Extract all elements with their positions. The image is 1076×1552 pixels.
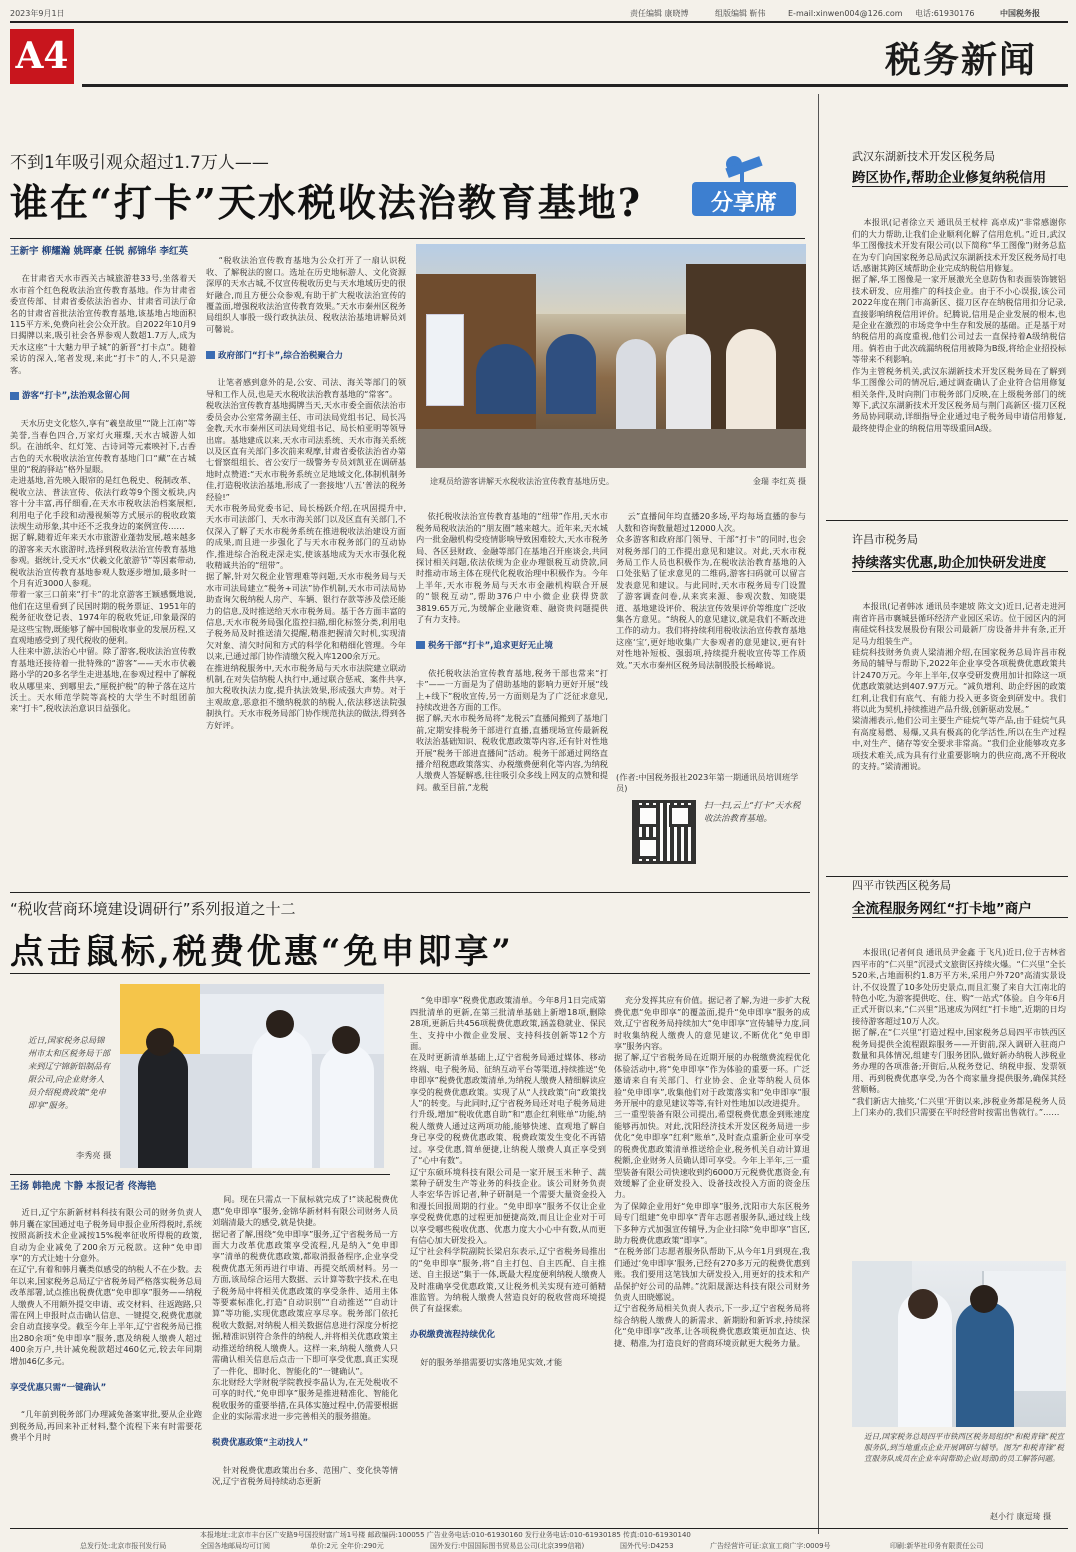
article-1-byline: 王新宇 柳耀瀚 姚晖豪 任锐 郝锦华 李红英 [10, 246, 189, 257]
article-2-section-2: 针对税费优惠政策出台多、范围广、变化快等情况,辽宁省税务局持续动态更新 [212, 1464, 398, 1487]
square-bullet-icon [416, 641, 425, 649]
sidebar-1-byline: 本报讯(记者徐立天 通讯员王杖梓 高卓成) [863, 217, 1020, 228]
footer-price: 单价:2元 全年价:290元 [310, 1542, 384, 1550]
sidebar-2-source: 许昌市税务局 [852, 533, 918, 546]
sidebar-3-text: 近日,位于吉林省四平市的“仁兴里”沉浸式文旅街区持续火爆。“仁兴里”全长520米,占地面积约1.8万平方米,采用户外720°高清实景设计,不仅设置了10多处历史景点,而且汇聚了来自大江南北的特色小吃,为游客提供吃、住、购“一站式”体验。自今年6月正式开街以来,“仁兴里”迅速成为网红“打卡地”,近期的日均接待游客超过10万人次。 据了解,在“仁兴里”打造过程中,国家税务总局四平市铁西区税务局提供全流程跟踪服务——开街前,深入调研入驻商户数量和具体情况,组建专门服务团队,做好新办纳税人涉税业务办理的各项准备;开街后,从税务登记、纳税申报、发票领用、再到税费优惠享受,为各个商家量身提供服务,确保其经营顺畅。 “我们新店大抽奖,‘仁兴里’开街以来,涉税业务都是税务人员上门来办的,我们只需要在平时经营时按需出售就行。”…… [852, 947, 1066, 1118]
responsible-editor: 责任编辑 康晓博 [630, 9, 689, 18]
qr-code[interactable] [632, 800, 696, 864]
article-1-lead: 在甘肃省天水市西关古城旅游巷33号,坐落着天水市首个红色税收法治宣传教育基地。作为甘肃省委宣传部、甘肃省委依法治省办、甘肃省司法厅命名的甘肃省首批法治宣传教育基地,该基地占地面积115平方米,免费向社会公众开放。自2022年10月9日揭牌以来,吸引社会各界参观人数超1.7万人,成为天水这座“十大魅力甲子城”的新晋“打卡点”。随着采访的深入,笔者发现,来此“打卡”的人,不只是游客。 [10, 273, 196, 375]
article-1-col-4 [616, 500, 806, 770]
article-2-col-4 [614, 984, 810, 1526]
photo-credit: 金瑞 李红英 摄 [752, 477, 806, 486]
subhead-2-text: 政府部门“打卡”,综合治税聚合力 [218, 350, 343, 361]
share-seat-label: 分享席 [710, 190, 777, 216]
article-2-headline: 点击鼠标,税费优惠“免申即享” [10, 932, 514, 972]
article-1-section-3-cont: 云”直播间年均直播20多场,平均每场直播的参与人数和咨询数量超过12000人次。 众多游客和政府部门领导、干部“打卡”的同时,也会对税务部门的工作提出意见和建议。对此,天水市税务局工作人员也积极作为,在税收法治教育基地的入口处张贴了征求意见的二维码,游客扫码就可以留言发表意见和建议。与此同时,天水市税务局专门设置了游客调查问卷,从来宾来源、参观次数、知晓渠道、基地建设评价、税法宣传效果评价等维度广泛收集各方意见。“纳税人的意见建议,就是我们不断改进工作的动力。我们将持续利用税收法治宣传教育基地这座‘宝’,更好地收集广大参观者的意见建议,更有针对性地补短板、强弱项,持续提升税收宣传等工作质效。”天水市秦州区税务局法制股股长杨峰说。 [616, 511, 806, 670]
article-1-subhead-3 [416, 641, 608, 652]
article-2-subhead-1: 享受优惠只需“一键确认” [10, 1382, 107, 1393]
sidebar-2-body [852, 590, 1066, 875]
article-1-kicker: 不到1年吸引观众超过1.7万人—— [10, 153, 269, 173]
article-2-section-1: “几年前到税务部门办理减免备案审批,要从企业跑到税务局,再回来补正材料,整个流程下来有时需要花费半个月时 [10, 1409, 202, 1443]
sidebar-3-photo-credit: 赵小行 康逗琦 摄 [990, 1512, 1052, 1521]
article-2-section-1-cont: 间。现在只需点一下鼠标就完成了!”谈起税费优惠“免申即享”服务,金锦华新材料有限公司财务人员刘瑞清最大的感受,就是快捷。 据记者了解,围绕“免申即享”服务,辽宁省税务局一方面大力改革优惠政策享受流程,凡是纳入“免申即享”清单的税费优惠政策,都取消报备程序,企业享受税费优惠无须再进行申请、再提交纸质材料。另一方面,该局综合运用大数据、云计算等数字技术,在电子税务局中将相关优惠政策的享受条件、适用主体等要素标准化,打造“自动识别”“自动推送”“自动计算”等功能,实现优惠政策应享尽享。税务部门依托税收大数据,对纳税人相关数据信息进行深度分析挖掘,精准识别符合条件的纳税人,并将相关优惠政策主动推送给纳税人缴费人。这样一来,纳税人缴费人只需确认相关信息后点击一下即可享受优惠,真正实现了一件化、即时化、智能化的“一键确认”。 东北财经大学财税学院教授李晶认为,在无处税收不可享的时代,“免申即享”服务是推进精准化、智能化税收服务的重要举措,在具体实施过程中,仍需要根据企业的实际需求进一步完善相关的服务措施。 [212, 1194, 398, 1422]
qr-caption: 扫一扫,云上“打卡”天水税收法治教育基地。 [704, 801, 801, 824]
article-1-subhead-2 [206, 351, 406, 362]
article-2-col-1 [10, 1196, 202, 1526]
article-2-kicker: “税收营商环境建设调研行”系列报道之十二 [10, 900, 296, 918]
layout-editor: 组版编辑 靳伟 [715, 9, 766, 18]
article-2-subhead-3: 办税缴费流程持续优化 [410, 1330, 496, 1341]
sidebar-3-byline: 本报讯(记者何良 通讯员尹金鑫 于飞凡) [862, 947, 1006, 958]
sidebar-3-photo [852, 1261, 1066, 1427]
sidebar-3-photo-caption: 近日,国家税务总局四平市铁西区税务局组织“和税青锋”税宣服务队,到当地重点企业开展调研与辅导。图为“和税青锋”税宣服务队成员在企业车间帮助企业(局部)的员工解答问题。 [864, 1432, 1065, 1463]
footer-ad-license: 广告经营许可证:京宣工商广字:0009号 [710, 1542, 831, 1550]
article-2-section-2-cont: “免申即享”税费优惠政策清单。今年8月1日完成第四批清单的更新,在第三批清单基础上新增18项,删除28项,更新后共456项税费优惠政策,涵盖稳就业、保民生、支持中小微企业发展、支持科技创新等12个方面。 在及时更新清单基础上,辽宁省税务局通过媒体、移动终端、电子税务局、征纳互动平台等渠道,持续推送“免申即享”税费优惠政策清单,为纳税人缴费人精细解读应享受的税费优惠政策。实现了从“人找政策”向“政策找人”的转变。与此同时,辽宁省税务局还对电子税务局进行升级,增加“税收优惠自助”和“惠企红利账单”功能,纳税人缴费人通过这两项功能,能够快速、直观地了解自身已享受的税费优惠政策、税费政策发生变化不再错过。享受优惠,简单便捷,让纳税人缴费人真正享受到了“心中有数”。 辽宁东硕环境科技有限公司是一家开展玉米种子、蔬菜种子研发生产等业务的科技企业。该公司财务负责人李宏华告诉记者,种子研制是一个需要大量资金投入和漫长回报周期的行业。“免申即享”服务不仅让企业享受税费优惠的过程更加便捷高效,而且让企业对于可以享受哪些税收优惠、优惠力度大小心中有数,从而更有信心加大研发投入。 辽宁社会科学院副院长梁启东表示,辽宁省税务局推出的“免申即享”服务,将“自主打包、自主匹配、自主推送、自主报送”集于一体,既最大程度便利纳税人缴费人及时准确享受优惠政策,又让税务机关实现有迹可循精准监管。为纳税人缴费人营造良好的税收营商环境提供了有益探索。 [410, 995, 606, 1314]
page-number: A4 [15, 35, 69, 77]
article-1-col-1 [10, 262, 196, 882]
article-2-subhead-2: 税费优惠政策“主动找人” [212, 1437, 309, 1448]
editor-email: E-mail:xinwen004@126.com [788, 9, 903, 18]
article-1-subhead-1 [10, 391, 196, 402]
article-2-section-3-cont: 充分发挥其应有价值。据记者了解,为进一步扩大税费优惠“免申即享”的覆盖面,提升“免申即享”服务的成效,辽宁省税务局持续加大“免申即享”宣传辅导力度,同时收集纳税人缴费人的意见建议,不断优化“免申即享”服务内容。 据了解,辽宁省税务局在近期开展的办税缴费流程优化体验活动中,将“免申即享”作为体验的重要一环。广泛邀请来自有关部门、行业协会、企业等纳税人员体验“免申即享”,收集他们对于政策落实和“免申即享”服务开展中的意见建议等等,有针对性地加以改进提升。 三一重型装备有限公司提出,希望税费优惠金到账速度能够再加快。对此,沈阳经济技术开发区税务局进一步优化“免申即享”红利“账单”,及时查点重新企业可享受的税费优惠政策清单推送给企业,税务机关自动计算退税额,企业财务人员确认即可享受。今年上半年,三一重型装备有限公司快速收到约6000万元税费优惠资金,有效缓解了企业研发投入、设备技改投入方面的资金压力。 为了保障企业用好“免申即享”服务,沈阳市大东区税务局专门组建“免申即享”青年志愿者服务队,通过线上线下多种方式加强宣传辅导,为企业扫除“免申即享”盲区,助力税费优惠政策“即享”。 “在税务部门志愿者服务队帮助下,从今年1月到现在,我们通过‘免申即享’服务,已经有270多万元的税费优惠到账。我们要用这笔钱加大研发投入,用更好的技术和产品保护好公司的品牌。”沈阳晟源达科技有限公司财务负责人田晓娜说。 辽宁省税务局相关负责人表示,下一步,辽宁省税务局将综合纳税人缴费人的新需求、新期盼和新诉求,持续深化“免申即享”改革,让各项税费优惠政策更加直达、快捷、精准,为打造良好的营商环境贡献更大税务力量。 [614, 995, 810, 1348]
article-2-photo-caption: 近日,国家税务总局锦州市太和区税务局干部来到辽宁锦新铝制品有限公司,向企业财务人员介绍税费政策“免申即享”服务。 [28, 1035, 110, 1110]
footer-printer: 印刷:新华社印务有限责任公司 [890, 1542, 984, 1550]
article-1-section-3: 依托税收法治宣传教育基地,税务干部也常来“打卡”——一方面是为了借助基地的影响力更好开展“线上+线下”税收宣传,另一方面则是为了广泛征求意见,持续改进各方面的工作。 据了解,天水市税务局将“龙税云”直播间搬到了基地门前,定期安排税务干部进行直播,直播现场宣传最新税收法治基础知识、税收优惠政策等内容,还有针对性地开展“税务干部进直播间”活动。税务干部通过网络直播介绍税惠政策落实、办税缴费便利化等内容,为纳税人缴费人答疑解惑,往往吸引众多线上网友的点赞和提问。截至目前,“龙税 [416, 667, 608, 792]
footer-address: 本报地址:北京市丰台区广安路9号国投财富广场1号楼 邮政编码:100055 广告业务电话:010-61930160 发行业务电话:010-61930185 传真:010-61930140 [200, 1531, 691, 1539]
section-title: 税务新闻 [885, 39, 1038, 81]
footer-distributor: 总发行处:北京市报刊发行局 [80, 1542, 167, 1550]
article-1-photo [416, 244, 806, 468]
article-2-photo-credit: 李秀亮 摄 [76, 1150, 112, 1160]
article-2-section-3: 好的服务举措需要切实落地见实效,才能 [420, 1357, 563, 1367]
article-1-col-3 [416, 500, 608, 882]
subhead-3-text: 税务干部“打卡”,追求更好无止境 [428, 640, 553, 651]
sidebar-3-body [852, 936, 1066, 1248]
page-number-badge [10, 29, 74, 84]
photo-caption-text: 途观员给游客讲解天水税收法治宣传教育基地历史。 [430, 477, 614, 486]
article-2-col-2 [212, 1183, 398, 1526]
sidebar-1-body [852, 206, 1066, 506]
footer-intl-code: 国外代号:D4253 [620, 1542, 674, 1550]
sidebar-1-title: 跨区协作,帮助企业修复纳税信用 [852, 170, 1047, 186]
footer-subscription: 全国各地邮局均可订阅 [200, 1542, 270, 1550]
footer [10, 1530, 1068, 1552]
article-1-author-note: (作者:中国税务报社2023年第一期通讯员培训班学员) [616, 772, 799, 793]
article-1-section-2-cont: 依托税收法治宣传教育基地的“纽带”作用,天水市税务局税收法治的“朋友圈”越来越大。近年来,天水城内一批金融机构受疫情影响导致困难较大,天水市税务局、各区县财政、金融等部门在基地召开座谈会,共同探讨相关问题,依法依规为企业办理银税互动贷款,同时推动市场主体在现代化税收治理中积极作为。今年上半年,天水市税务局与天水市金融机构联合开展的“银税互动”,帮助376户中小微企业获得贷款3819.65万元,为缓解企业融资难、融资贵问题提供了有力支持。 [416, 511, 608, 625]
editor-phone: 电话:61930176 [915, 9, 975, 18]
article-1-col-2 [206, 244, 406, 882]
article-1-quote: “税收法治宣传教育基地为公众打开了一扇认识税收、了解税法的窗口。选址在历史地标游人、文化资源深厚的天水古城,不仅宣传税收历史与天水地域历史的很好融合,而且方便公众参观,有助于扩大税收法治宣传的覆盖面,增强税收法治宣传教育效果。”天水市秦州区税务局组织人事股一级行政执法员、税收法治基地讲解员刘可馨说。 [206, 255, 406, 334]
sidebar-3-title: 全流程服务网红“打卡地”商户 [852, 901, 1032, 917]
article-2-col-3 [410, 984, 606, 1526]
issue-date: 2023年9月1日 [10, 9, 65, 18]
article-1-headline: 谁在“打卡”天水税收法治教育基地? [10, 180, 642, 225]
article-2-photo [120, 984, 384, 1168]
sidebar-2-text: 近日,记者走进河南省许昌市襄城县循环经济产业园区采访。位于园区内的河南硅烷科技发展股份有限公司最新厂房设备井井有条,正开足马力组装生产。 硅烷科技财务负责人梁清湘介绍,在国家税务总局许昌市税务局的辅导与帮助下,2022年企业享受各项税费优惠政策共计2470万元。今年上半年,仅享受研发费用加计扣除这一项优惠政策就达到407.97万元。“减负增利、助企纾困的政策红利,让我们有底气、有能力投入更多资金到研发中。我们将以此为契机,持续推进产品升级,创新驱动发展。” 梁清湘表示,他们公司主要生产硅烷气等产品,由于硅烷气具有高度易燃、易爆,又具有极高的化学活性,所以在生产过程中,对生产、储存等安全要求非常高。“我们企业能够攻克多项技术难关,成为具有行业重要影响力的供应商,离不开税收的支持。”梁清湘说。 [852, 601, 1066, 772]
article-1-photo-caption [430, 476, 806, 487]
sidebar-3-source: 四平市铁西区税务局 [852, 879, 951, 892]
sidebar-1-source: 武汉东湖新技术开发区税务局 [852, 150, 995, 163]
subhead-1-text: 游客“打卡”,法治观念留心间 [22, 391, 130, 402]
sidebar-2-byline: 本报讯(记者韩冰 通讯员李建坡 陈文文) [862, 601, 1006, 612]
square-bullet-icon [10, 392, 19, 400]
article-1-section-1: 天水历史文化悠久,享有“羲皇故里”“陇上江南”等美誉,当春色四合,万家灯火璀璨,天水古城游人如织。在油纸伞、红灯笼、古诗词等元素映衬下,古香古色的天水税收法治宣传教育基地门口“藏”在古城里的“税韵驿站”格外显眼。 走进基地,首先映入眼帘的是红色税史、税制改革、税收立法、普法宣传、依法行政等9个图文板块,内容十分丰富,再仔细看,在天水市税收法治档案展柜,利用电子化手段和动漫视频等方式展示的税收政策法规生动形象,其中还不乏我身边的案例宣传…… 据了解,随着近年来天水市旅游业蓬勃发展,越来越多的游客来天水旅游时,选择到税收法治宣传教育基地参观。据统计,受天水“伏羲文化旅游节”等因素带动,税收法治宣传教育基地参观人数逐步增加,最多时一个月有近3000人参观。 带着一家三口前来“打卡”的北京游客王颖感慨地说,他们在这里看到了民国时期的税务票证、1951年的税务征收登记表、1974年的税收凭证,印象最深的是这些宝物,既能够了解中国税收事业的发展历程,又直观地感受到了现代税收的便利。 人往来中游,法治心中留。除了游客,税收法治宣传教育基地还接待着一批特殊的“游客”——天水市伏羲路小学的20多名学生走进基地,在参观过程中了解税收从哪里来、到哪里去,“厘税护税”的种子落在这片沃土。天水师范学院等高校的大学生不时组团前来“打卡”,税收法治意识日益强化。 [10, 418, 196, 714]
square-bullet-icon [206, 351, 215, 359]
footer-intl-distribution: 国外发行:中国国际图书贸易总公司(北京399信箱) [430, 1542, 585, 1550]
newspaper-name: 中国税务报 [1000, 9, 1040, 18]
share-seat-badge [686, 148, 802, 222]
article-2-lead: 近日,辽宁东新新材料科技有限公司的财务负责人韩月囊在家国通过电子税务局申报企业所得税时,系统按照高新技术企业减按15%税率征收所得税的政策,自动为企业减免了200余万元税款。这种“免申即享”的方式让她十分意外。 在辽宁,有着和韩月囊类似感受的纳税人不在少数。去年以来,国家税务总局辽宁省税务局严格落实税务总局改革部署,试点推出税费优惠“免申即享”服务——纳税人缴费人不用额外提交申请、或交材料、往返跑路,只需在网上申报时点击确认信息、一键提交,税费优惠就会自动直接享受。截至今年上半年,辽宁省税务局已推出280余项“免申即享”服务,惠及纳税人缴费人超过400余万户,共计减免税款超过460亿元,较去年同期增加46亿多元。 [10, 1207, 202, 1366]
sidebar-2-title: 持续落实优惠,助企加快研发进度 [852, 555, 1047, 571]
sidebar-1-text: “非常感谢你们的大力帮助,让我们企业顺利化解了信用危机。”近日,武汉华工图像技术开发有限公司(以下简称“华工图像”)财务总监在为专门向国家税务总局武汉东湖新技术开发区税务局打电话,感谢其跨区域帮助企业完成纳税信用修复。 据了解,华工图像是一家开展激光全息防伪和表面装饰镀铝技术研发、应用推广的科技企业。由于不小心误报,该公司2022年度在荆门市高新区、掇刀区存在纳税信用扣分记录,直接影响纳税信用评价。纪腾说,信用是企业发展的根本,也是企业在激烈的市场竞争中生存和发展的基础。正是基于对纳税信用的高度重视,他们公司过去一直保持着A级纳税信用。倘若由于此次疏漏纳税信用被降为B级,将给企业招投标等带来不利影响。 作为主管税务机关,武汉东湖新技术开发区税务局在了解到华工图像公司的情况后,通过调查确认了企业符合信用修复相关条件,及时向荆门市税务部门反映,在上级税务部门的统筹下,武汉东湖新技术开发区税务局与荆门高新区·掇刀区税务局协同联动,详细指导企业通过电子税务局申请信用修复,最终使得企业的纳税信用等级重回A级。 [852, 217, 1066, 433]
article-1-section-2: 让笔者感到意外的是,公安、司法、海关等部门的领导和工作人员,也是天水税收法治教育基地的“常客”。 税收法治宣传教育基地揭牌当天,天水市委全面依法治市委员会办公室常务副主任、市司法局党组书记、局长冯金教,天水市秦州区司法局党组书记、局长柏亚明等领导出席。基地建成以来,天水市司法系统、天水市海关系统以及区直有关部门多次前来观摩,甘肃省委依法治省办第七督察组组长、省公安厅一级警务专员刘凯亚在调研基地时点赞道:“天水市税务系统立足地域文化,体制机制务佳,打造税收法治基地,形成了一套接地‘八五’普法的税务经验!” 天水市税务局党委书记、局长杨跃介绍,在巩固提升中,天水市司法部门、天水市海关部门以及区直有关部门,不仅深入了解了天水市税务系统在推进税收法治建设方面的成果,而且进一步强化了与天水市税务部门的互动协作,推进综合治税走深走实,使该基地成为天水市强化税收精诚共治的“纽带”。 据了解,针对欠税企业管理难等问题,天水市税务局与天水市司法局建立“税务+司法”协作机制,天水市司法局协助查询欠税纳税人房产、车辆、银行存款等涉及偿还能力的信息,及时推送给天水市税务局。基于各方面丰富的信息,天水市税务局强化监控扫描,细化标签分类,利用电子税务局及时推送清欠提醒,精准把握清欠时机,实现清欠对象、清欠时间和方式的科学化和精细化管理。今年以来,已通过部门协作清缴欠税入库1200余万元。 在推进纳税服务中,天水市税务局与天水市法院建立联动机制,在对失信纳税人执行中,通过联合惩戒、案件共享,加大税收执法力度,提升执法效果,形成强大声势。对于主观故意,恶意拒不缴纳税款的纳税人,依法移送法院强制执行。天水市税务局部门协作规范执法的做法,得到各方好评。 [206, 377, 406, 730]
article-2-byline: 王扬 韩艳虎 卞静 本报记者 佟海艳 [10, 1181, 157, 1192]
